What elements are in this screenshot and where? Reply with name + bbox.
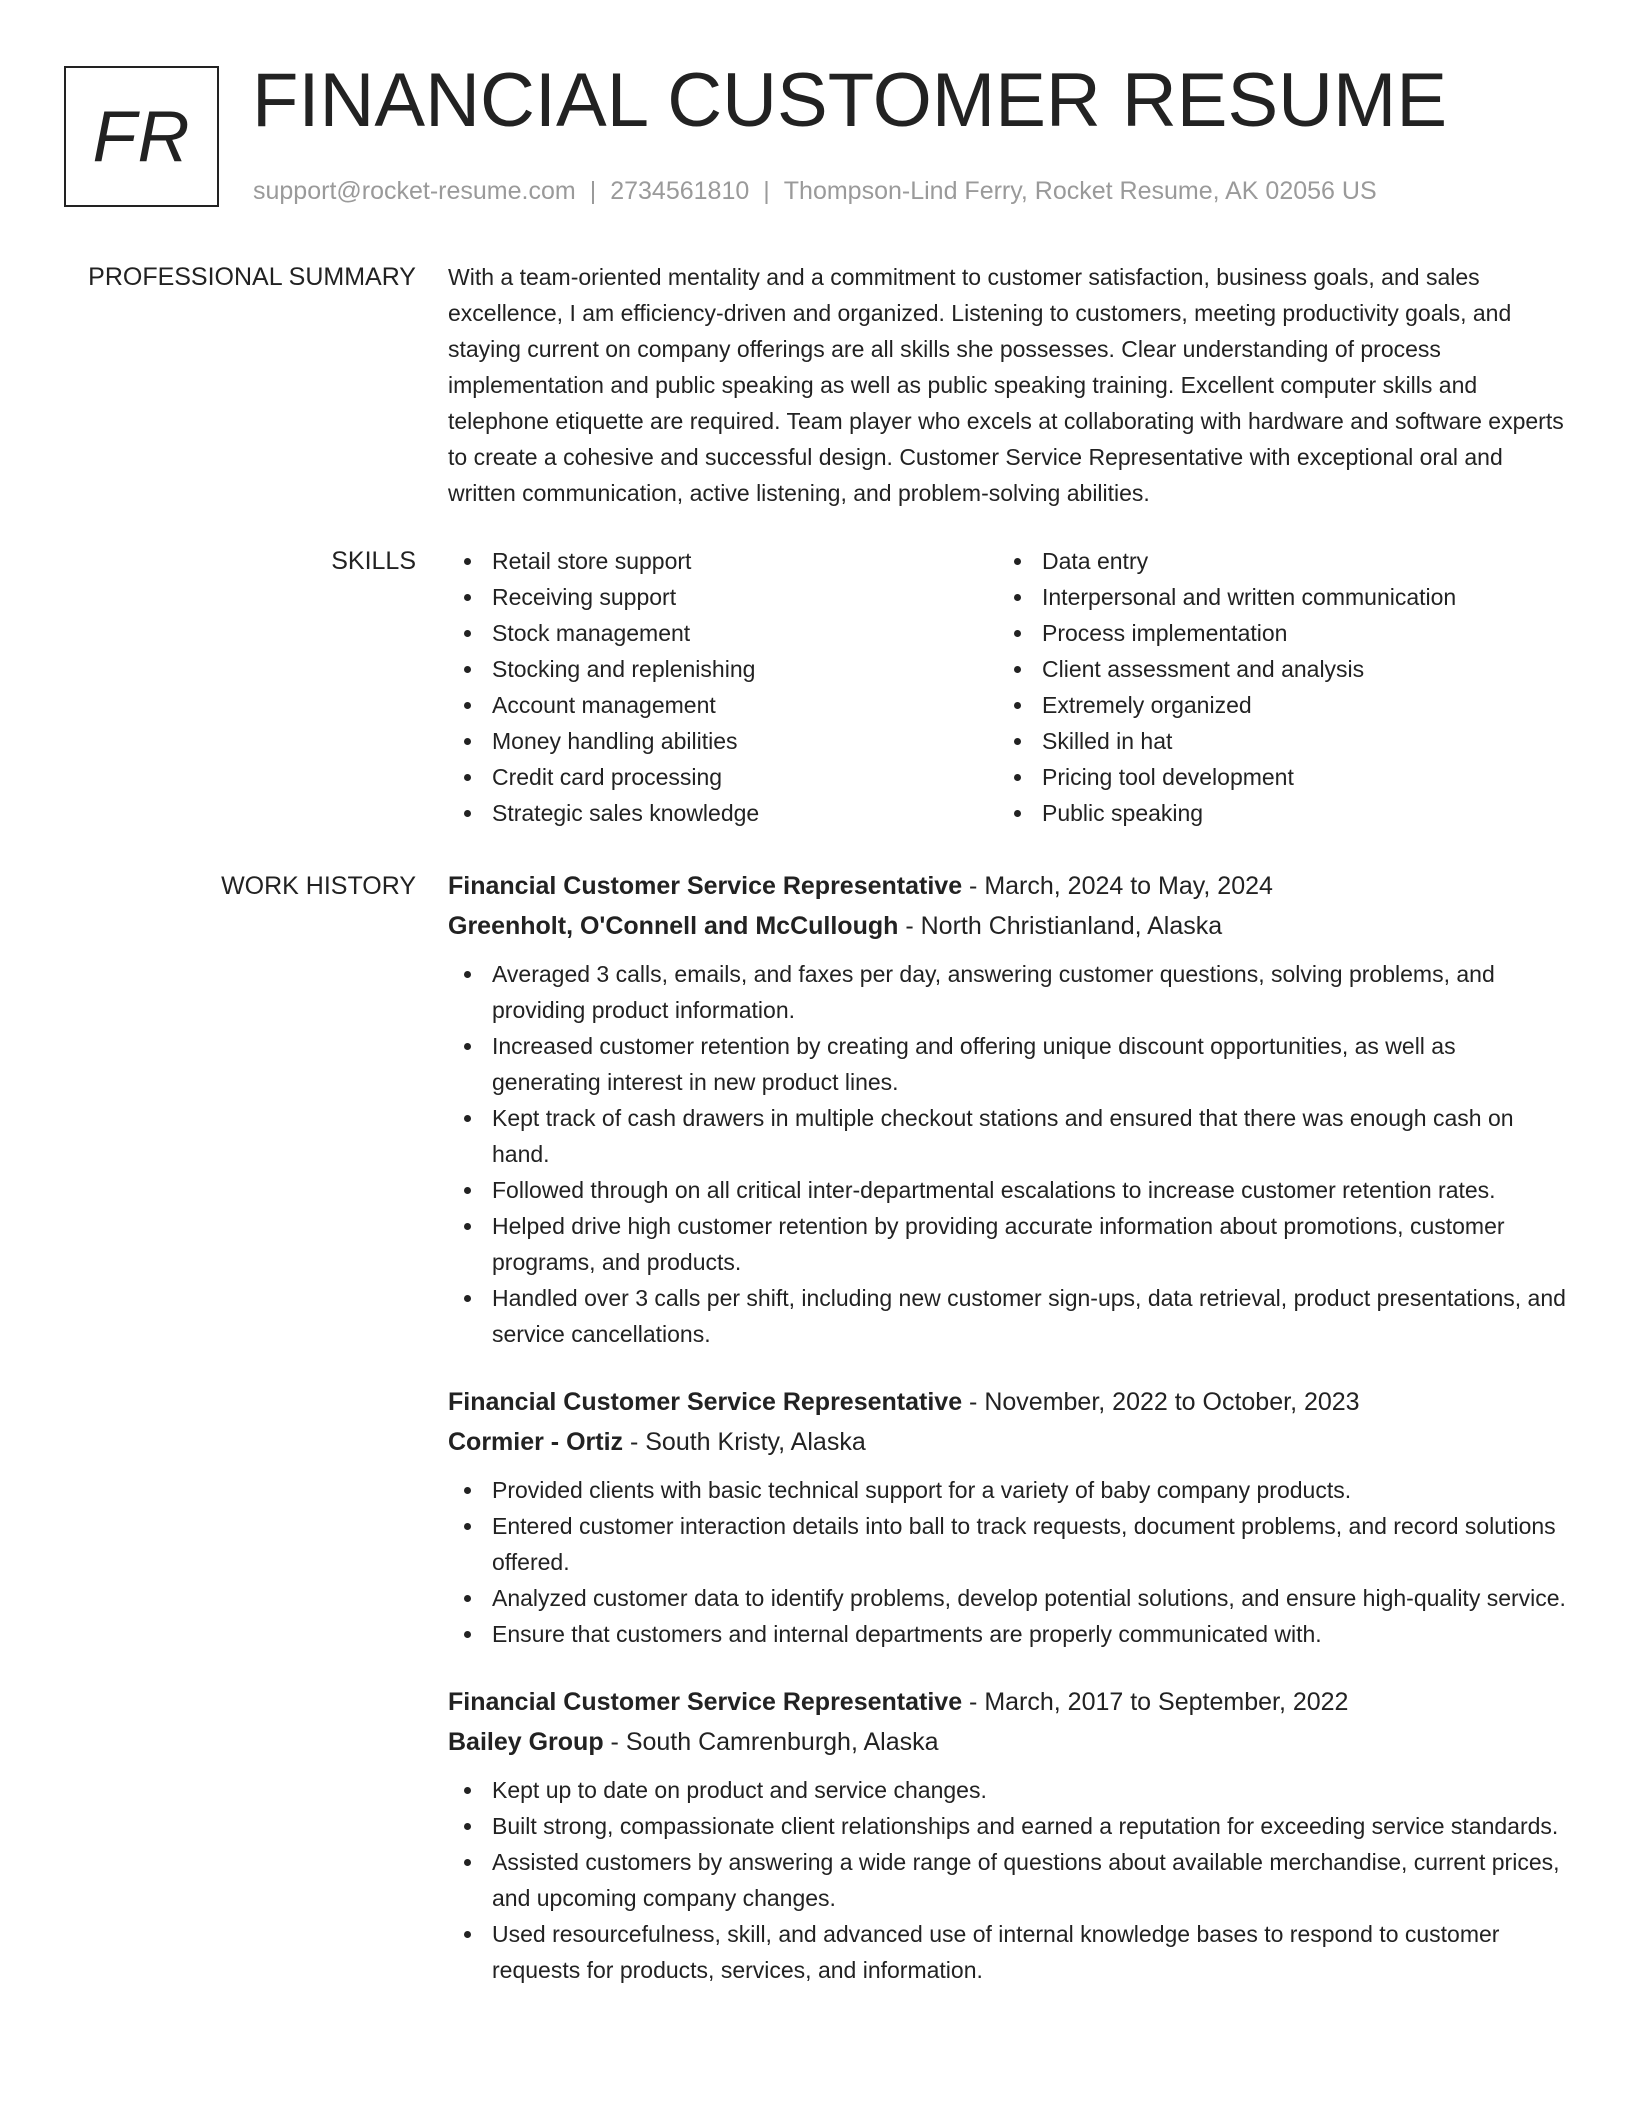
skill-item: Extremely organized bbox=[998, 687, 1548, 723]
monogram-initials: FR bbox=[92, 96, 191, 177]
work-history-body bbox=[448, 866, 1568, 1988]
job-location: South Camrenburgh, Alaska bbox=[625, 1728, 939, 1756]
job-title: Financial Customer Service Representative bbox=[448, 1388, 963, 1416]
work-history-heading: WORK HISTORY bbox=[221, 872, 416, 900]
job-company: Greenholt, O'Connell and McCullough bbox=[448, 912, 899, 940]
job-location: North Christianland, Alaska bbox=[920, 912, 1223, 940]
job-duty: Handled over 3 calls per shift, including new customer sign-ups, data retrieval, product presentations, and service cancellations. bbox=[448, 1280, 1568, 1352]
skill-item: Account management bbox=[448, 687, 998, 723]
job-duty: Used resourcefulness, skill, and advanced use of internal knowledge bases to respond to customer requests for products, services, and information. bbox=[448, 1916, 1568, 1988]
job-duty: Built strong, compassionate client relationships and earned a reputation for exceeding service standards. bbox=[448, 1808, 1568, 1844]
job-duty: Provided clients with basic technical support for a variety of baby company products. bbox=[448, 1472, 1568, 1508]
job-company: Bailey Group bbox=[448, 1728, 604, 1756]
job-duties-list bbox=[448, 1772, 1568, 1988]
contact-email: support@rocket-resume.com bbox=[253, 177, 576, 205]
contact-phone: 2734561810 bbox=[610, 177, 750, 205]
summary-heading: PROFESSIONAL SUMMARY bbox=[88, 263, 416, 291]
summary-text: With a team-oriented mentality and a commitment to customer satisfaction, business goals, and sales excellence, I am efficiency-driven and organized. Listening to customers, meeting productivity goals, and staying current on company offerings are all skills she possesses. Clear understanding of process implementation and public speaking as well as public speaking training. Excellent computer skills and telephone etiquette are required. Team player who excels at collaborating with hardware and software experts to create a cohesive and successful design. Customer Service Representative with exceptional oral and written communication, active listening, and problem-solving abilities. bbox=[448, 264, 1564, 506]
job-duties-list bbox=[448, 1472, 1568, 1652]
job-duty: Entered customer interaction details into ball to track requests, document problems, and record solutions offered. bbox=[448, 1508, 1568, 1580]
job-entry bbox=[448, 1382, 1568, 1652]
skill-item: Stock management bbox=[448, 615, 998, 651]
job-dates: March, 2017 to September, 2022 bbox=[984, 1688, 1349, 1716]
contact-line bbox=[253, 175, 1377, 207]
job-duty: Averaged 3 calls, emails, and faxes per day, answering customer questions, solving problems, and providing product information. bbox=[448, 956, 1568, 1028]
skills-body bbox=[448, 543, 1568, 831]
skill-item: Receiving support bbox=[448, 579, 998, 615]
skill-item: Interpersonal and written communication bbox=[998, 579, 1548, 615]
skill-item: Retail store support bbox=[448, 543, 998, 579]
job-duty: Assisted customers by answering a wide range of questions about available merchandise, current prices, and upcoming company changes. bbox=[448, 1844, 1568, 1916]
job-title: Financial Customer Service Representative bbox=[448, 872, 963, 900]
job-duty: Ensure that customers and internal departments are properly communicated with. bbox=[448, 1616, 1568, 1652]
job-location: South Kristy, Alaska bbox=[645, 1428, 866, 1456]
skill-item: Pricing tool development bbox=[998, 759, 1548, 795]
skill-item: Stocking and replenishing bbox=[448, 651, 998, 687]
resume-title: FINANCIAL CUSTOMER RESUME bbox=[252, 58, 1448, 143]
job-company: Cormier - Ortiz bbox=[448, 1428, 624, 1456]
summary-body bbox=[448, 259, 1568, 511]
skill-item: Data entry bbox=[998, 543, 1548, 579]
job-entry bbox=[448, 866, 1568, 1352]
contact-address: Thompson-Lind Ferry, Rocket Resume, AK 02056 US bbox=[783, 177, 1377, 205]
job-title-line: Financial Customer Service Representative - March, 2024 to May, 2024 bbox=[448, 872, 1273, 900]
skill-item: Process implementation bbox=[998, 615, 1548, 651]
monogram-logo bbox=[64, 66, 219, 207]
job-title: Financial Customer Service Representative bbox=[448, 1688, 963, 1716]
job-duty: Kept track of cash drawers in multiple checkout stations and ensured that there was enough cash on hand. bbox=[448, 1100, 1568, 1172]
skill-item: Strategic sales knowledge bbox=[448, 795, 998, 831]
skill-item: Public speaking bbox=[998, 795, 1548, 831]
skills-heading: SKILLS bbox=[331, 547, 416, 575]
job-duties-list bbox=[448, 956, 1568, 1352]
contact-separator: | bbox=[763, 177, 770, 205]
job-duty: Kept up to date on product and service changes. bbox=[448, 1772, 1568, 1808]
skill-item: Client assessment and analysis bbox=[998, 651, 1548, 687]
job-duty: Helped drive high customer retention by providing accurate information about promotions, customer programs, and products. bbox=[448, 1208, 1568, 1280]
skill-item: Skilled in hat bbox=[998, 723, 1548, 759]
contact-separator: | bbox=[589, 177, 597, 205]
job-duty: Followed through on all critical inter-departmental escalations to increase customer retention rates. bbox=[448, 1172, 1568, 1208]
job-title-line: Financial Customer Service Representative - November, 2022 to October, 2023 bbox=[448, 1388, 1360, 1416]
job-company-line: Cormier - Ortiz - South Kristy, Alaska bbox=[448, 1428, 866, 1456]
job-duty: Analyzed customer data to identify problems, develop potential solutions, and ensure high-quality service. bbox=[448, 1580, 1568, 1616]
job-dates: November, 2022 to October, 2023 bbox=[984, 1388, 1360, 1416]
job-entry bbox=[448, 1682, 1568, 1988]
skill-item: Credit card processing bbox=[448, 759, 998, 795]
job-dates: March, 2024 to May, 2024 bbox=[984, 872, 1273, 900]
job-company-line: Bailey Group - South Camrenburgh, Alaska bbox=[448, 1728, 939, 1756]
skill-item: Money handling abilities bbox=[448, 723, 998, 759]
job-duty: Increased customer retention by creating and offering unique discount opportunities, as well as generating interest in new product lines. bbox=[448, 1028, 1568, 1100]
skills-list-left bbox=[448, 543, 998, 831]
skills-list-right bbox=[998, 543, 1548, 831]
job-company-line: Greenholt, O'Connell and McCullough - North Christianland, Alaska bbox=[448, 912, 1223, 940]
job-title-line: Financial Customer Service Representative - March, 2017 to September, 2022 bbox=[448, 1688, 1349, 1716]
